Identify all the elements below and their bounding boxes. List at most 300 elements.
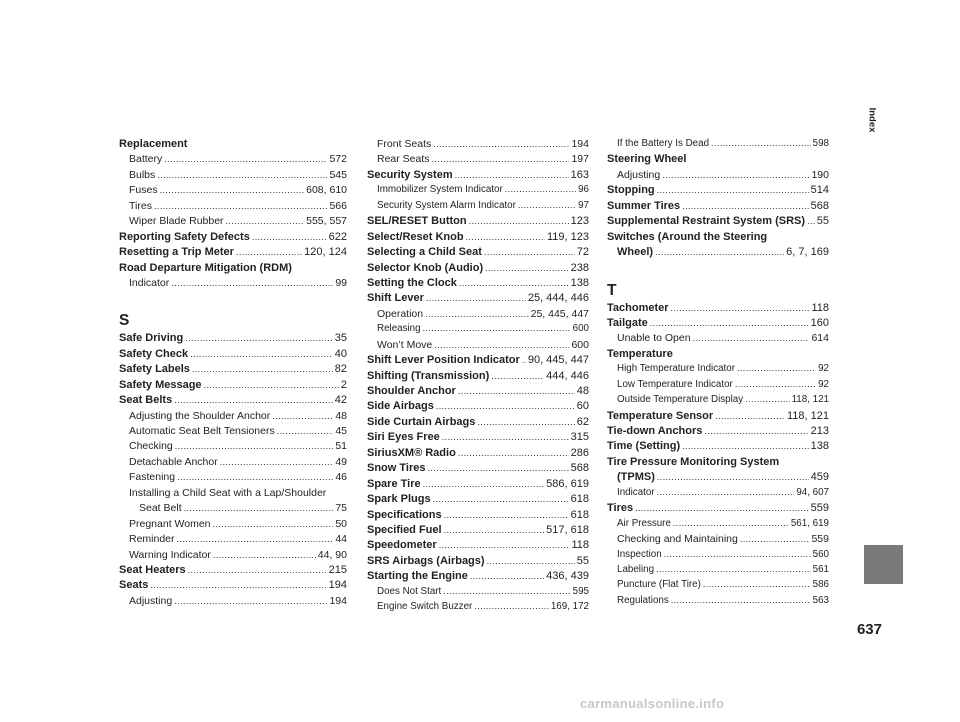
- entry-term: Installing a Child Seat with a Lap/Shoulder: [129, 486, 327, 499]
- entry-term: Temperature Sensor: [607, 409, 714, 422]
- dot-leader: [213, 550, 316, 560]
- entry-page-ref[interactable]: 517, 618: [546, 523, 589, 536]
- index-entry: [119, 332, 347, 347]
- index-subentry: [607, 169, 829, 184]
- entry-page-ref[interactable]: 96: [578, 184, 589, 196]
- entry-page-ref[interactable]: 92: [818, 378, 829, 390]
- dot-leader: [174, 596, 327, 606]
- entry-page-ref[interactable]: 118, 121: [786, 409, 829, 422]
- index-entry: [367, 246, 589, 261]
- entry-term: Tire Pressure Monitoring System: [607, 455, 780, 468]
- index-subentry: [607, 595, 829, 610]
- dot-leader: [442, 432, 569, 442]
- entry-page-ref[interactable]: 94, 607: [796, 486, 829, 498]
- entry-page-ref[interactable]: 55: [816, 215, 829, 228]
- index-subentry: [607, 332, 829, 347]
- entry-page-ref[interactable]: 586: [812, 579, 829, 591]
- entry-term: Speedometer: [367, 539, 437, 552]
- entry-page-ref[interactable]: 25, 444, 446: [527, 292, 589, 305]
- dot-leader: [220, 457, 334, 467]
- entry-page-ref[interactable]: 44: [335, 533, 347, 546]
- entry-term: Labeling: [617, 563, 655, 575]
- entry-page-ref[interactable]: 215: [328, 563, 347, 576]
- index-subentry: [607, 518, 829, 533]
- entry-page-ref[interactable]: 118: [571, 539, 589, 552]
- dot-leader: [174, 395, 333, 405]
- entry-term: Shifting (Transmission): [367, 369, 490, 382]
- index-subentry: [607, 549, 829, 564]
- entry-page-ref[interactable]: 48: [576, 385, 589, 397]
- dot-leader: [657, 185, 809, 195]
- index-entry: [367, 169, 589, 184]
- entry-term: SRS Airbags (Airbags): [367, 554, 485, 567]
- entry-term: Seat Belt: [139, 502, 182, 515]
- entry-term: Operation: [377, 307, 424, 320]
- entry-page-ref[interactable]: 561: [812, 563, 829, 575]
- index-entry: [367, 493, 589, 508]
- entry-term: Battery: [129, 153, 163, 166]
- entry-term: Security System Alarm Indicator: [377, 199, 516, 211]
- entry-term: Steering Wheel: [607, 153, 687, 166]
- dot-leader: [469, 216, 569, 226]
- entry-page-ref[interactable]: 62: [576, 415, 589, 428]
- dot-leader: [204, 380, 339, 390]
- index-entry: [607, 231, 829, 246]
- index-subentry: [607, 394, 829, 409]
- entry-page-ref[interactable]: 169, 172: [550, 601, 589, 613]
- index-entry: [607, 317, 829, 332]
- index-section-letter: T: [607, 281, 617, 299]
- index-subentry: [119, 471, 347, 486]
- entry-page-ref[interactable]: 444, 446: [546, 369, 589, 382]
- entry-term: High Temperature Indicator: [617, 363, 735, 375]
- dot-leader: [650, 318, 809, 328]
- entry-term: (TPMS): [617, 471, 655, 484]
- index-subentry: [119, 533, 347, 548]
- entry-page-ref[interactable]: 436, 439: [546, 570, 589, 583]
- entry-page-ref[interactable]: 60: [576, 400, 589, 413]
- entry-page-ref[interactable]: 163: [570, 168, 589, 181]
- entry-page-ref[interactable]: 568: [810, 199, 829, 212]
- dot-leader: [485, 263, 569, 273]
- entry-term: Shift Lever Position Indicator: [367, 354, 520, 367]
- index-entry: [367, 370, 589, 385]
- entry-term: Safety Labels: [119, 363, 190, 376]
- entry-term: SEL/RESET Button: [367, 215, 467, 228]
- dot-leader: [664, 549, 811, 559]
- index-entry: [607, 215, 829, 230]
- entry-term: Unable to Open: [617, 332, 691, 345]
- entry-page-ref[interactable]: 559: [811, 533, 829, 546]
- entry-page-ref[interactable]: 51: [335, 440, 347, 453]
- entry-term: Indicator: [129, 276, 170, 289]
- entry-term: Checking and Maintaining: [617, 533, 738, 546]
- index-subentry: [367, 200, 589, 215]
- entry-page-ref[interactable]: 560: [812, 548, 829, 560]
- entry-page-ref[interactable]: 595: [572, 585, 589, 597]
- dot-leader: [735, 379, 816, 389]
- entry-term: Security System: [367, 168, 453, 181]
- index-entry: [367, 478, 589, 493]
- entry-term: Safe Driving: [119, 332, 184, 345]
- dot-leader: [192, 364, 333, 374]
- index-entry: [367, 570, 589, 585]
- entry-page-ref[interactable]: 213: [810, 425, 829, 437]
- entry-page-ref[interactable]: 118: [811, 301, 829, 314]
- index-entry: [367, 400, 589, 415]
- entry-page-ref[interactable]: 614: [811, 332, 829, 345]
- dot-leader: [433, 494, 569, 504]
- dot-leader: [185, 333, 333, 343]
- entry-page-ref[interactable]: 559: [810, 502, 829, 515]
- entry-page-ref[interactable]: 566: [329, 199, 347, 212]
- dot-leader: [154, 201, 328, 211]
- entry-page-ref[interactable]: 286: [570, 446, 589, 459]
- index-subentry: [607, 138, 829, 153]
- entry-page-ref[interactable]: 598: [812, 138, 829, 149]
- dot-leader: [426, 293, 526, 303]
- entry-page-ref[interactable]: 600: [571, 338, 589, 351]
- entry-page-ref[interactable]: 618: [570, 508, 589, 521]
- entry-term: Detachable Anchor: [129, 455, 218, 468]
- section-gap: [607, 262, 829, 270]
- entry-page-ref[interactable]: 194: [571, 138, 589, 150]
- entry-term: Inspection: [617, 548, 662, 560]
- index-subentry: [367, 339, 589, 354]
- dot-leader: [693, 333, 810, 343]
- dot-leader: [655, 247, 784, 257]
- entry-term: Bulbs: [129, 168, 156, 181]
- entry-term: Does Not Start: [377, 585, 442, 597]
- entry-term: Seat Heaters: [119, 563, 186, 576]
- dot-leader: [484, 247, 575, 257]
- entry-page-ref[interactable]: 561, 619: [790, 517, 829, 529]
- entry-page-ref[interactable]: 92: [818, 363, 829, 375]
- entry-page-ref[interactable]: 48: [335, 409, 347, 422]
- entry-term: Outside Temperature Display: [617, 394, 744, 406]
- dot-leader: [190, 349, 333, 359]
- entry-page-ref[interactable]: 197: [571, 153, 589, 166]
- entry-page-ref[interactable]: 572: [329, 153, 347, 166]
- entry-page-ref[interactable]: 40: [334, 347, 347, 360]
- entry-page-ref[interactable]: 138: [570, 276, 589, 289]
- index-entry: [119, 394, 347, 409]
- dot-leader: [477, 417, 574, 427]
- entry-term: Select/Reset Knob: [367, 230, 464, 243]
- index-column-3: [607, 138, 829, 610]
- dot-leader: [657, 472, 809, 482]
- dot-leader: [505, 184, 576, 194]
- entry-page-ref[interactable]: 194: [329, 594, 347, 607]
- index-entry: [367, 524, 589, 539]
- index-entry: [119, 262, 347, 277]
- index-entry: [119, 348, 347, 363]
- dot-leader: [434, 340, 569, 350]
- entry-term: Side Curtain Airbags: [367, 415, 476, 428]
- dot-leader: [157, 170, 327, 180]
- entry-page-ref[interactable]: 82: [334, 363, 347, 376]
- index-entry: [119, 379, 347, 394]
- entry-term: Time (Setting): [607, 440, 681, 453]
- entry-page-ref[interactable]: 46: [335, 471, 347, 484]
- entry-term: Regulations: [617, 594, 669, 606]
- entry-page-ref[interactable]: 72: [576, 246, 589, 259]
- index-entry: [367, 462, 589, 477]
- dot-leader: [443, 586, 570, 596]
- entry-page-ref[interactable]: 600: [572, 323, 589, 335]
- entry-page-ref[interactable]: 50: [335, 517, 347, 530]
- dot-leader: [474, 601, 549, 611]
- entry-page-ref[interactable]: 90, 445, 447: [527, 354, 589, 367]
- entry-page-ref[interactable]: 99: [335, 276, 347, 289]
- entry-term: Summer Tires: [607, 199, 681, 212]
- index-entry: [367, 262, 589, 277]
- index-subentry: [367, 323, 589, 338]
- index-subentry: [119, 215, 347, 230]
- entry-term: SiriusXM® Radio: [367, 446, 456, 459]
- dot-leader: [673, 518, 789, 528]
- index-entry-continuation: [607, 246, 829, 261]
- index-entry: [367, 555, 589, 570]
- index-entry: [119, 564, 347, 579]
- index-entry: [119, 246, 347, 261]
- dot-leader: [458, 386, 575, 396]
- dot-leader: [188, 565, 327, 575]
- index-subentry: [607, 533, 829, 548]
- index-subentry: [119, 200, 347, 215]
- entry-term: Tailgate: [607, 316, 648, 329]
- entry-page-ref[interactable]: 459: [810, 471, 829, 484]
- entry-page-ref[interactable]: 75: [335, 502, 347, 515]
- entry-page-ref[interactable]: 6, 7, 169: [786, 246, 829, 259]
- entry-term: Setting the Clock: [367, 276, 457, 289]
- entry-page-ref[interactable]: 120, 124: [304, 246, 347, 259]
- dot-leader: [657, 487, 795, 497]
- entry-term: Tie-down Anchors: [607, 425, 703, 437]
- dot-leader: [487, 556, 575, 566]
- index-subentry: [119, 487, 347, 502]
- index-subentry: [119, 518, 347, 533]
- dot-leader: [432, 154, 570, 164]
- entry-page-ref[interactable]: 586, 619: [546, 477, 589, 490]
- entry-page-ref[interactable]: 45: [335, 425, 347, 437]
- entry-page-ref[interactable]: 119, 123: [546, 230, 589, 243]
- index-entry: [607, 410, 829, 425]
- entry-term: Road Departure Mitigation (RDM): [119, 261, 292, 274]
- dot-leader: [703, 579, 811, 589]
- entry-page-ref[interactable]: 545: [329, 168, 347, 181]
- dot-leader: [272, 411, 333, 421]
- entry-page-ref[interactable]: 123: [570, 215, 589, 228]
- index-subentry: [607, 487, 829, 502]
- index-section-letter: S: [119, 312, 130, 330]
- entry-term: Shift Lever: [367, 292, 424, 305]
- index-subentry: [607, 379, 829, 394]
- index-entry: [119, 579, 347, 594]
- dot-leader: [458, 448, 569, 458]
- dot-leader: [455, 170, 569, 180]
- entry-term: Adjusting: [617, 168, 661, 181]
- index-entry: [367, 385, 589, 400]
- index-column-2: [367, 138, 589, 617]
- dot-leader: [656, 564, 811, 574]
- index-entry: [119, 231, 347, 246]
- index-entry: [367, 215, 589, 230]
- entry-page-ref[interactable]: 608, 610: [306, 184, 347, 197]
- entry-term: Adjusting the Shoulder Anchor: [129, 409, 271, 422]
- dot-leader: [177, 534, 334, 544]
- entry-term: Low Temperature Indicator: [617, 378, 733, 390]
- entry-page-ref[interactable]: 618: [570, 493, 589, 506]
- entry-term: Supplemental Restraint System (SRS): [607, 215, 806, 228]
- dot-leader: [682, 201, 808, 211]
- dot-leader: [662, 170, 809, 180]
- index-subentry: [119, 425, 347, 440]
- entry-term: Indicator: [617, 486, 655, 498]
- entry-term: Automatic Seat Belt Tensioners: [129, 425, 275, 437]
- index-entry: [367, 277, 589, 292]
- index-entry: [607, 184, 829, 199]
- entry-page-ref[interactable]: 44, 90: [317, 548, 347, 561]
- index-subentry: [607, 363, 829, 378]
- dot-leader: [252, 232, 327, 242]
- index-subentry: [607, 579, 829, 594]
- dot-leader: [740, 534, 810, 544]
- entry-term: Front Seats: [377, 138, 432, 150]
- entry-page-ref[interactable]: 49: [335, 455, 347, 468]
- entry-term: Specified Fuel: [367, 523, 442, 536]
- entry-term: Shoulder Anchor: [367, 385, 456, 397]
- entry-page-ref[interactable]: 97: [578, 199, 589, 211]
- dot-leader: [427, 463, 568, 473]
- entry-term: Releasing: [377, 323, 421, 335]
- index-subentry: [119, 184, 347, 199]
- dot-leader: [466, 232, 545, 242]
- entry-term: Siri Eyes Free: [367, 431, 440, 444]
- entry-term: Fuses: [129, 184, 158, 197]
- dot-leader: [682, 441, 809, 451]
- entry-page-ref[interactable]: 55: [576, 554, 589, 567]
- entry-page-ref[interactable]: 555, 557: [306, 215, 347, 228]
- dot-leader: [518, 200, 576, 210]
- entry-term: Snow Tires: [367, 462, 426, 475]
- entry-page-ref[interactable]: 194: [328, 579, 347, 592]
- dot-leader: [439, 540, 570, 550]
- entry-term: Wheel): [617, 246, 654, 259]
- entry-page-ref[interactable]: 138: [810, 440, 829, 453]
- entry-term: Reporting Safety Defects: [119, 230, 250, 243]
- entry-term: Warning Indicator: [129, 548, 211, 561]
- dot-leader: [423, 323, 571, 333]
- index-entry: [367, 231, 589, 246]
- entry-page-ref[interactable]: 514: [810, 184, 829, 197]
- entry-term: Safety Check: [119, 347, 189, 360]
- entry-page-ref[interactable]: 35: [334, 332, 347, 345]
- entry-page-ref[interactable]: 118, 121: [791, 394, 829, 406]
- entry-term: Temperature: [607, 347, 673, 360]
- entry-page-ref[interactable]: 42: [334, 394, 347, 407]
- index-entry: [367, 292, 589, 307]
- index-subentry: [119, 410, 347, 425]
- index-entry: [119, 363, 347, 378]
- index-column-1: [119, 138, 347, 610]
- dot-leader: [635, 503, 809, 513]
- index-entry-continuation: [607, 471, 829, 486]
- entry-page-ref[interactable]: 315: [570, 431, 589, 444]
- section-gap: [119, 292, 347, 300]
- index-subentry: [367, 153, 589, 168]
- dot-leader: [491, 371, 544, 381]
- watermark-text: carmanualsonline.info: [580, 696, 725, 711]
- entry-term: Seat Belts: [119, 394, 173, 407]
- entry-page-ref[interactable]: 563: [812, 594, 829, 606]
- entry-term: Selector Knob (Audio): [367, 261, 484, 274]
- index-subentry-continuation: [119, 502, 347, 517]
- entry-term: If the Battery Is Dead: [617, 138, 710, 149]
- entry-page-ref[interactable]: 25, 445, 447: [530, 307, 589, 320]
- index-subentry: [119, 440, 347, 455]
- entry-term: Tires: [129, 199, 152, 212]
- entry-term: Side Airbags: [367, 400, 434, 413]
- index-entry: [607, 440, 829, 455]
- entry-page-ref[interactable]: 622: [328, 230, 347, 243]
- entry-term: Specifications: [367, 508, 442, 521]
- entry-page-ref[interactable]: 568: [570, 462, 589, 475]
- entry-term: Reminder: [129, 533, 175, 546]
- entry-term: Puncture (Flat Tire): [617, 579, 701, 591]
- dot-leader: [444, 510, 569, 520]
- index-entry: [367, 509, 589, 524]
- dot-leader: [522, 355, 526, 365]
- entry-term: Replacement: [119, 138, 188, 150]
- dot-leader: [436, 401, 575, 411]
- dot-leader: [807, 216, 815, 226]
- entry-page-ref[interactable]: 160: [810, 316, 829, 329]
- entry-term: Seats: [119, 579, 149, 592]
- dot-leader: [444, 525, 545, 535]
- index-side-tab-label: Index: [866, 107, 878, 133]
- index-subentry: [367, 601, 589, 616]
- entry-term: Spark Plugs: [367, 493, 431, 506]
- index-subentry: [119, 456, 347, 471]
- entry-term: Won’t Move: [377, 338, 433, 351]
- index-entry: [367, 539, 589, 554]
- dot-leader: [150, 580, 326, 590]
- index-subentry: [367, 586, 589, 601]
- dot-leader: [715, 411, 785, 421]
- entry-term: Checking: [129, 440, 173, 453]
- dot-leader: [745, 394, 789, 404]
- entry-term: Spare Tire: [367, 477, 421, 490]
- page-number: 637: [856, 621, 882, 638]
- dot-leader: [164, 154, 327, 164]
- index-subentry: [119, 153, 347, 168]
- dot-leader: [711, 138, 811, 148]
- dot-leader: [423, 479, 545, 489]
- entry-page-ref[interactable]: 238: [570, 261, 589, 274]
- dot-leader: [459, 278, 569, 288]
- dot-leader: [277, 426, 334, 436]
- dot-leader: [671, 595, 811, 605]
- section-marker-block: [864, 545, 903, 584]
- entry-term: Fastening: [129, 471, 176, 484]
- entry-term: Tires: [607, 502, 634, 515]
- entry-page-ref[interactable]: 2: [340, 378, 347, 391]
- index-entry: [607, 348, 829, 363]
- entry-page-ref[interactable]: 190: [811, 168, 829, 181]
- dot-leader: [737, 363, 816, 373]
- dot-leader: [177, 472, 333, 482]
